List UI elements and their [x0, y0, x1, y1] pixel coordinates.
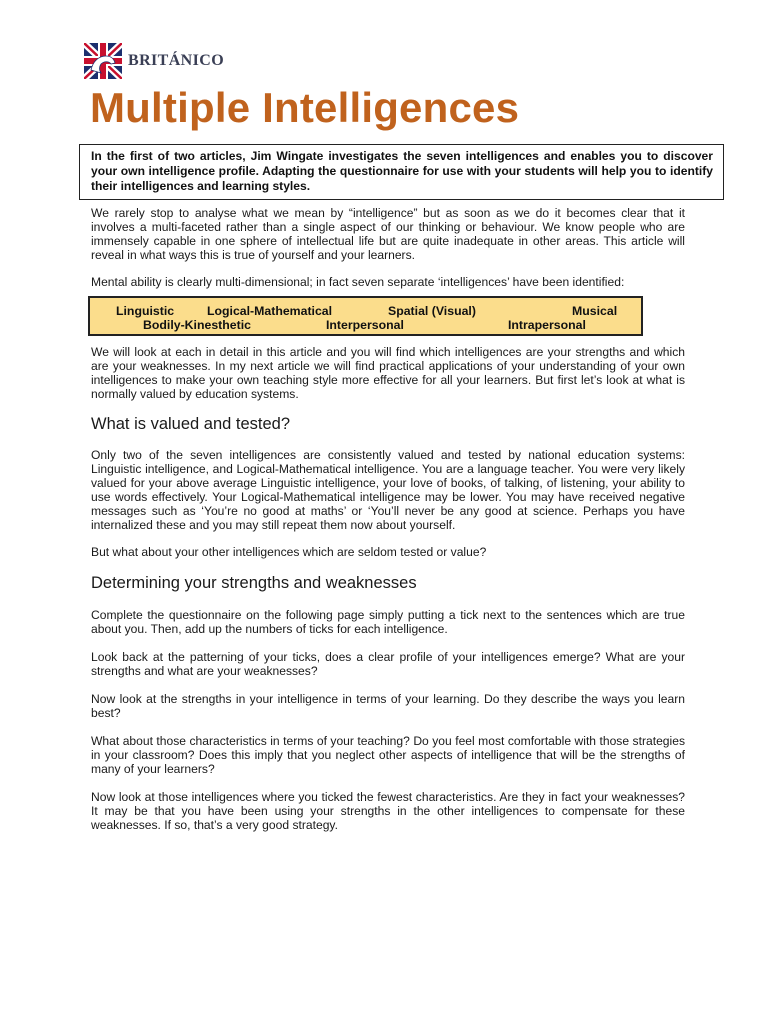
logo-text: BRITÁNICO [128, 52, 225, 69]
paragraph-8: Now look at the strengths in your intelligence in terms of your learning. Do they describe the ways you learn best? [91, 692, 685, 720]
heading-strengths-weaknesses: Determining your strengths and weaknesses [91, 574, 417, 592]
paragraph-5: But what about your other intelligences which are seldom tested or value? [91, 545, 487, 559]
britanico-logo [84, 43, 224, 79]
intelligence-item: Musical [572, 304, 618, 318]
paragraph-1: We rarely stop to analyse what we mean by “intelligence” but as soon as we do it becomes clear that it involves a multi-faceted rather than a single aspect of our thinking or behaviour. We know people who are immensely capable in one sphere of intellectual life but are quite inadequate in other areas. This article will reveal in what ways this is true of yourself and your learners. [91, 206, 685, 262]
intelligence-item: Logical-Mathematical [207, 304, 333, 318]
paragraph-6: Complete the questionnaire on the following page simply putting a tick next to the sentences which are true about you. Then, add up the numbers of ticks for each intelligence. [91, 608, 685, 636]
intelligence-item: Interpersonal [326, 318, 404, 332]
intelligence-item: Intrapersonal [508, 318, 586, 332]
paragraph-7: Look back at the patterning of your ticks, does a clear profile of your intelligences emerge? What are your strengths and what are your weaknesses? [91, 650, 685, 678]
intelligence-item: Linguistic [116, 304, 175, 318]
paragraph-2: Mental ability is clearly multi-dimensional; in fact seven separate ‘intelligences’ have been identified: [91, 275, 625, 289]
page-title: Multiple Intelligences [90, 84, 520, 131]
intelligence-item: Spatial (Visual) [388, 304, 476, 318]
intelligences-list-box [88, 296, 643, 336]
heading-what-is-valued: What is valued and tested? [91, 415, 291, 433]
intro-summary-box: In the first of two articles, Jim Wingate investigates the seven intelligences and enables you to discover your own intelligence profile. Adapting the questionnaire for use with your students will help you to identify their intelligences and learning styles. [79, 144, 724, 200]
paragraph-10: Now look at those intelligences where you ticked the fewest characteristics. Are they in fact your weaknesses? It may be that you have been using your strengths in the other intelligences to compensate for these weaknesses. If so, that’s a very good strategy. [91, 790, 685, 832]
paragraph-9: What about those characteristics in terms of your teaching? Do you feel most comfortable with those strategies in your classroom? Does this imply that you neglect other aspects of intelligence that will be the strengths of many of your learners? [91, 734, 685, 776]
union-jack-lion-icon [84, 43, 122, 79]
intelligence-item: Bodily-Kinesthetic [143, 318, 251, 332]
paragraph-4: Only two of the seven intelligences are consistently valued and tested by national education systems: Linguistic intelligence, and Logical-Mathematical intelligence. You are a language teacher. You were very likely valued for your above average Linguistic intelligence, your love of books, of talking, of listening, your ability to use words effectively. Your Logical-Mathematical intelligence may be lower. You may have received negative messages such as ‘You’re no good at maths’ or ‘You’ll never be any good at science. Perhaps you have internalized these and you may still repeat them now about yourself. [91, 448, 685, 532]
paragraph-3: We will look at each in detail in this article and you will find which intelligences are your strengths and which are your weaknesses. In my next article we will find practical applications of your understanding of your own intelligences to make your own teaching style more effective for all your learners. But first let’s look at what is normally valued by education systems. [91, 345, 685, 401]
